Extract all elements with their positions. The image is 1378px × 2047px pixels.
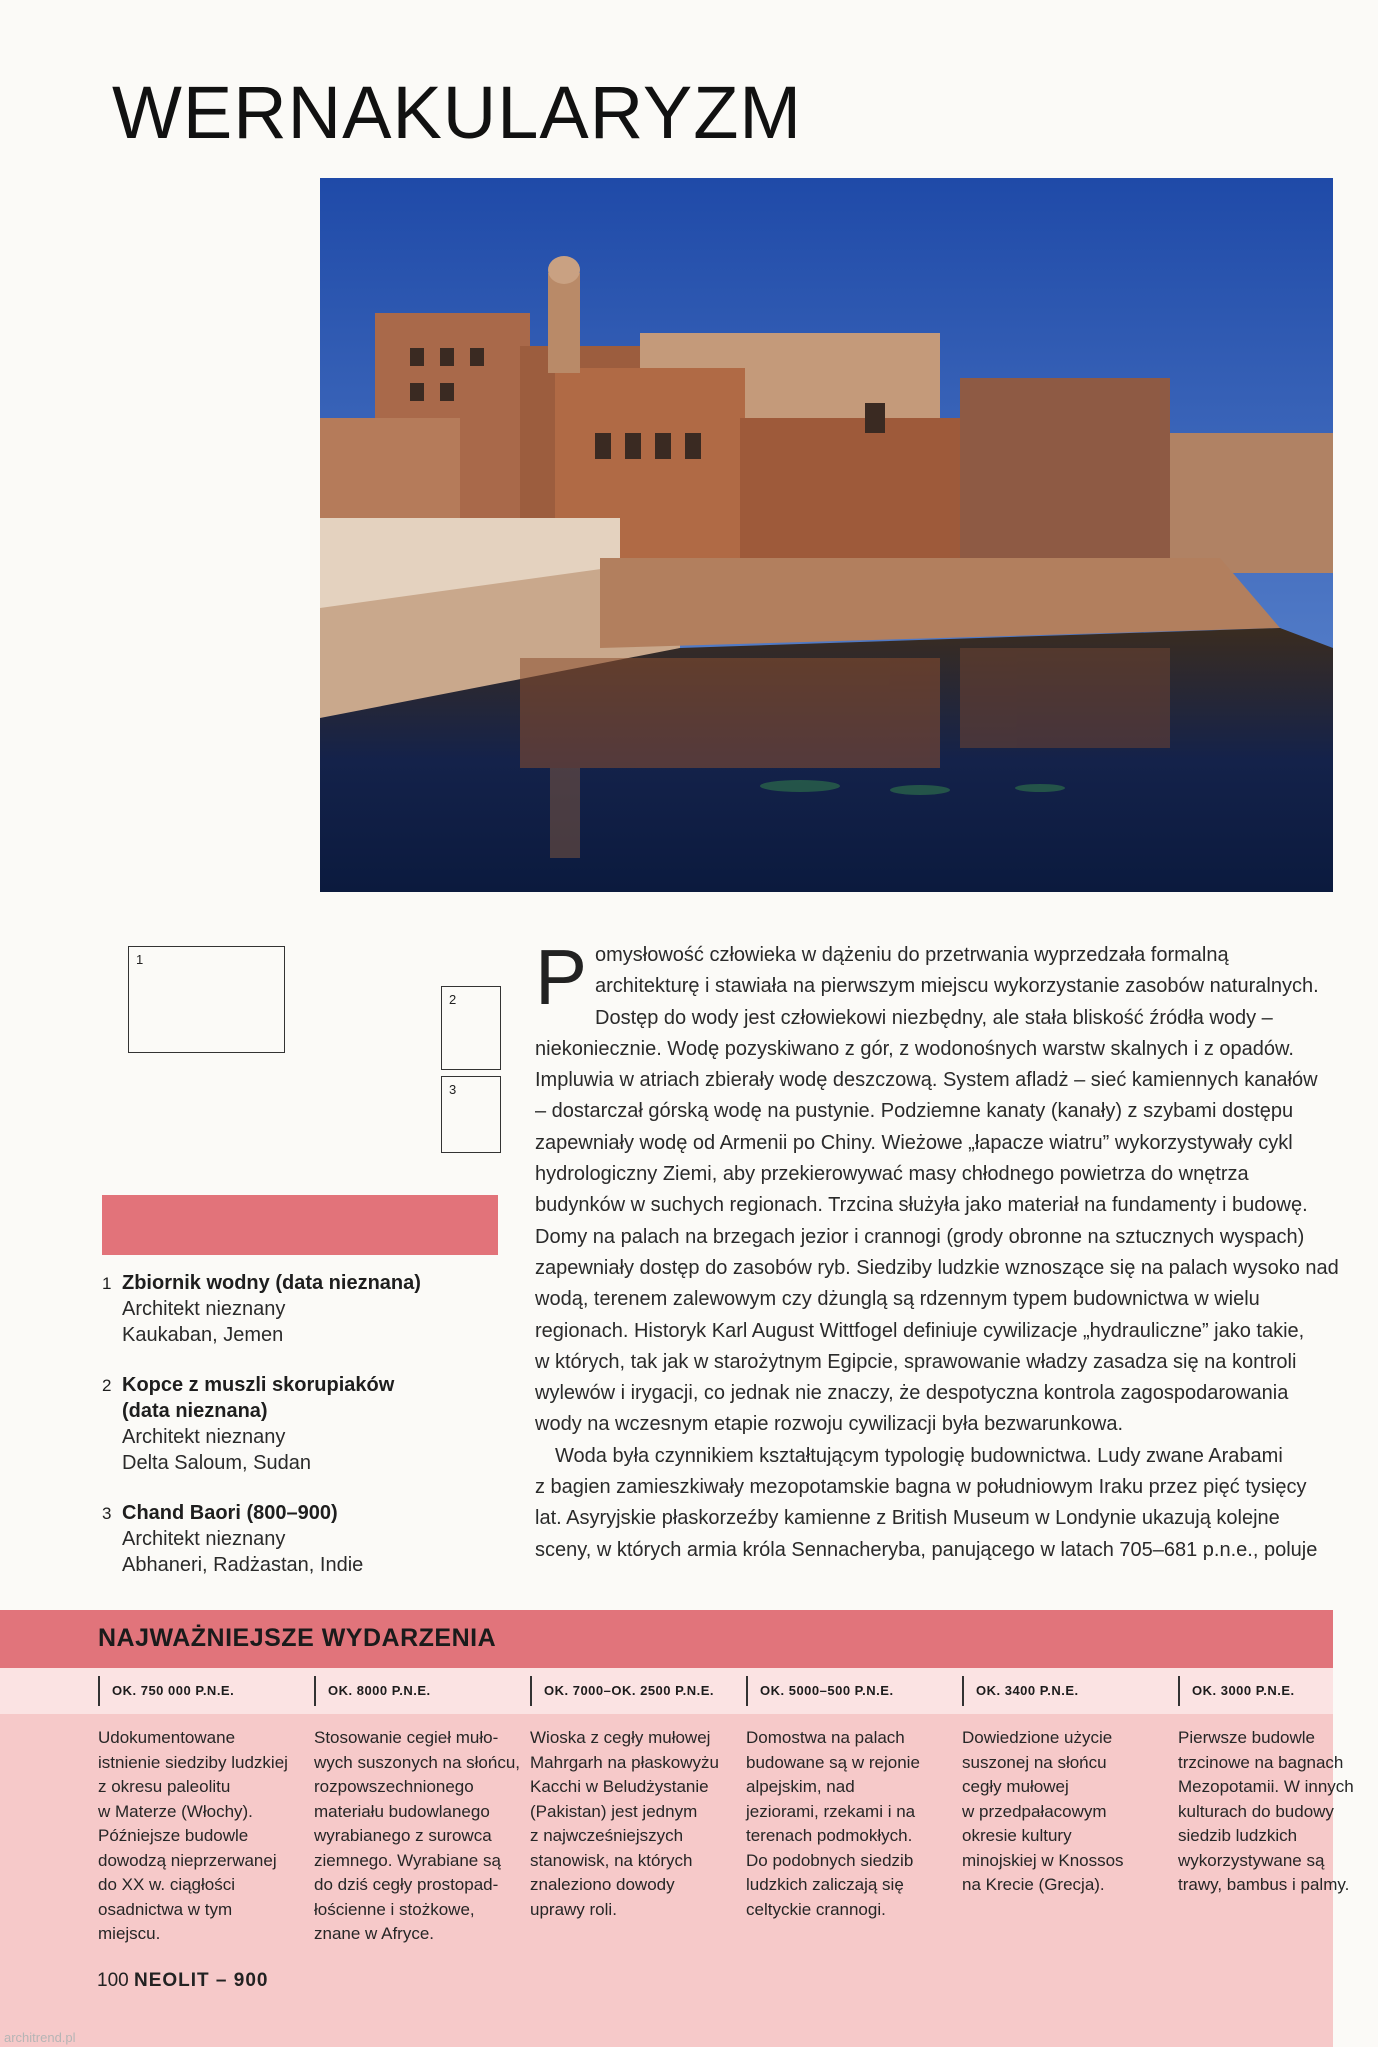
event-line: jeziorami, rzekami i na xyxy=(746,1801,916,1821)
caption-item xyxy=(102,1500,502,1578)
page-title: WERNAKULARYZM xyxy=(112,71,803,154)
event-line: cegły mułowej xyxy=(962,1777,1069,1796)
caption-line: Kaukaban, Jemen xyxy=(122,1324,284,1346)
event-line: trawy, bambus i palmy. xyxy=(1178,1875,1350,1894)
event-line: Stosowanie cegieł muło- xyxy=(314,1728,499,1747)
event-line: suszonej na słońcu xyxy=(962,1752,1107,1772)
body-line: regionach. Historyk Karl August Wittfogel definiuje cywilizacje „hydrauliczne” jako takie, xyxy=(535,1319,1305,1342)
event-line: alpejskim, nad xyxy=(746,1777,855,1796)
caption-title: Kopce z muszli skorupiaków (data nieznana) xyxy=(122,1374,395,1422)
event-date: OK. 3000 P.N.E. xyxy=(1178,1676,1295,1706)
caption-number: 3 xyxy=(102,1504,112,1523)
event-line: stanowisk, na których xyxy=(530,1850,693,1870)
body-line: – dostarczał górską wodę na pustynie. Podziemne kanaty (kanały) z szybami dostępu xyxy=(535,1100,1294,1123)
event-line: z najwcześniejszych xyxy=(530,1826,684,1845)
event-line: rozpowszechnionego xyxy=(314,1777,474,1796)
event-description xyxy=(314,1726,520,1947)
event-line: terenach podmokłych. xyxy=(746,1826,913,1845)
body-line: wody na wczesnym etapie rozwoju cywilizacji była bezwarunkowa. xyxy=(535,1413,1124,1436)
event-date: OK. 750 000 P.N.E. xyxy=(98,1676,234,1706)
body-line: wylewów i irygacji, co jednak nie znaczy, że despotyczna kontrola zagospodarowania xyxy=(535,1382,1289,1405)
event-description xyxy=(746,1726,946,1922)
caption-title: Zbiornik wodny (data nieznana) xyxy=(122,1272,421,1294)
events-heading: NAJWAŻNIEJSZE WYDARZENIA xyxy=(98,1624,497,1652)
body-line: architekturę i stawiała na pierwszym miejscu wykorzystanie zasobów naturalnych. xyxy=(595,975,1319,998)
event-line: znane w Afryce. xyxy=(314,1924,435,1943)
caption-line: Delta Saloum, Sudan xyxy=(122,1452,312,1474)
caption-number: 2 xyxy=(102,1376,112,1395)
event-description xyxy=(530,1726,730,1922)
event-line: na Krecie (Grecja). xyxy=(962,1875,1105,1894)
thumbnail-label: 3 xyxy=(449,1082,457,1097)
caption-title: Chand Baori (800–900) xyxy=(122,1502,338,1524)
body-line: z bagien zamieszkiwały mezopotamskie bagna w południowym Iraku przez pięć tysięcy xyxy=(535,1476,1307,1499)
event-line: znaleziono dowody xyxy=(530,1875,675,1894)
drop-cap: P xyxy=(535,933,588,1021)
body-line: wodą, terenem zalewowym czy dżunglą są rdzennym typem budownictwa w wielu xyxy=(535,1288,1260,1311)
thumbnail-3 xyxy=(441,1076,501,1153)
event-description xyxy=(98,1726,298,1947)
main-photo xyxy=(320,178,1333,892)
body-line: hydrologiczny Ziemi, aby przekierowywać masy chłodnego powietrza do wnętrza xyxy=(535,1163,1249,1186)
event-line: osadnictwa w tym xyxy=(98,1899,233,1919)
event-line: wych suszonych na słońcu, xyxy=(314,1752,520,1772)
event-description xyxy=(1178,1726,1378,1898)
event-date: OK. 8000 P.N.E. xyxy=(314,1676,431,1706)
event-line: istnienie siedziby ludzkiej xyxy=(98,1752,288,1772)
body-line: Woda była czynnikiem kształtującym typologię budownictwa. Ludy zwane Arabami xyxy=(555,1444,1283,1467)
event-line: łościenne i stożkowe, xyxy=(314,1899,475,1919)
caption-line: Architekt nieznany xyxy=(122,1528,286,1550)
caption-item xyxy=(102,1270,502,1348)
event-line: celtyckie crannogi. xyxy=(746,1899,886,1919)
body-line: w których, tak jak w starożytnym Egipcie, sprawowanie władzy zasadza się na kontroli xyxy=(535,1350,1297,1373)
event-line: materiału budowlanego xyxy=(314,1801,490,1821)
thumbnail-label: 1 xyxy=(136,952,144,967)
thumbnail-1 xyxy=(128,946,285,1053)
body-line: Impluwia w atriach zbierały wodę deszczową. System afladż – sieć kamiennych kanałów xyxy=(535,1069,1318,1092)
event-line: siedzib ludzkich xyxy=(1178,1826,1298,1845)
body-line: Domy na palach na brzegach jezior i crannogi (grody obronne na sztucznych wyspach) xyxy=(535,1225,1305,1248)
event-date: OK. 7000–OK. 2500 P.N.E. xyxy=(530,1676,714,1706)
event-line: do dziś cegły prostopad- xyxy=(314,1875,499,1894)
event-line: Późniejsze budowle xyxy=(98,1826,249,1845)
event-line: okresie kultury xyxy=(962,1826,1072,1845)
section-name: NEOLIT – 900 xyxy=(133,1970,269,1991)
event-line: Udokumentowane xyxy=(98,1728,236,1747)
event-line: minojskiej w Knossos xyxy=(962,1850,1124,1870)
event-line: do XX w. ciągłości xyxy=(98,1875,236,1894)
body-line: niekoniecznie. Wodę pozyskiwano z gór, z wodonośnych warstw skalnych i z opadów. xyxy=(535,1037,1294,1060)
event-line: (Pakistan) jest jednym xyxy=(530,1801,698,1821)
body-line: sceny, w których armia króla Sennacheryba, panującego w latach 705–681 p.n.e., poluje xyxy=(535,1538,1318,1561)
event-line: trzcinowe na bagnach xyxy=(1178,1752,1344,1772)
caption-item xyxy=(102,1372,502,1476)
event-line: z okresu paleolitu xyxy=(98,1777,231,1796)
event-date: OK. 3400 P.N.E. xyxy=(962,1676,1079,1706)
caption-divider xyxy=(102,1195,498,1255)
page-number: 100 xyxy=(97,1970,129,1991)
event-line: uprawy roli. xyxy=(530,1899,617,1919)
event-line: Kacchi w Beludżystanie xyxy=(530,1777,709,1796)
caption-line: Architekt nieznany xyxy=(122,1426,286,1448)
event-description xyxy=(962,1726,1162,1898)
event-line: ziemnego. Wyrabiane są xyxy=(314,1850,501,1870)
event-line: Domostwa na palach xyxy=(746,1728,905,1747)
captions-list xyxy=(102,1270,502,1602)
event-line: dowodzą nieprzerwanej xyxy=(98,1850,277,1870)
event-line: miejscu. xyxy=(98,1924,161,1943)
caption-line: Architekt nieznany xyxy=(122,1298,286,1320)
watermark: architrend.pl xyxy=(4,2030,76,2045)
body-line: Dostęp do wody jest człowiekowi niezbędny, ale stała bliskość źródła wody – xyxy=(595,1006,1273,1029)
body-line: lat. Asyryjskie płaskorzeźby kamienne z British Museum w Londynie ukazują kolejne xyxy=(535,1507,1280,1530)
caption-line: Abhaneri, Radżastan, Indie xyxy=(122,1554,364,1576)
event-line: wykorzystywane są xyxy=(1178,1850,1325,1870)
event-line: Dowiedzione użycie xyxy=(962,1728,1113,1747)
event-line: kulturach do budowy xyxy=(1178,1801,1334,1821)
body-line: zapewniały wodę od Armenii po Chiny. Wieżowe „łapacze wiatru” wykorzystywały cykl xyxy=(535,1131,1293,1154)
event-line: w przedpałacowym xyxy=(962,1801,1107,1821)
event-line: Mahrgarh na płaskowyżu xyxy=(530,1752,719,1772)
event-line: w Materze (Włochy). xyxy=(98,1801,253,1821)
event-line: ludzkich zaliczają się xyxy=(746,1875,904,1894)
event-line: wyrabianego z surowca xyxy=(314,1826,492,1845)
yemen-reservoir-image xyxy=(320,178,1333,892)
body-text xyxy=(535,933,1339,1566)
body-line: budynków w suchych regionach. Trzcina służyła jako materiał na fundamenty i budowę. xyxy=(535,1194,1308,1217)
event-line: Mezopotamii. W innych xyxy=(1178,1777,1354,1796)
page-footer xyxy=(97,1970,268,1992)
thumbnail-2 xyxy=(441,986,501,1070)
event-line: Wioska z cegły mułowej xyxy=(530,1728,711,1747)
caption-number: 1 xyxy=(102,1274,112,1293)
event-line: Pierwsze budowle xyxy=(1178,1728,1316,1747)
body-line: zapewniały dostęp do zasobów ryb. Siedziby ludzkie wznoszące się na palach wysoko nad xyxy=(535,1256,1339,1279)
event-line: budowane są w rejonie xyxy=(746,1752,920,1772)
thumbnail-label: 2 xyxy=(449,992,457,1007)
event-date: OK. 5000–500 P.N.E. xyxy=(746,1676,894,1706)
body-line: omysłowość człowieka w dążeniu do przetrwania wyprzedzała formalną xyxy=(595,944,1229,966)
event-line: Do podobnych siedzib xyxy=(746,1850,914,1870)
